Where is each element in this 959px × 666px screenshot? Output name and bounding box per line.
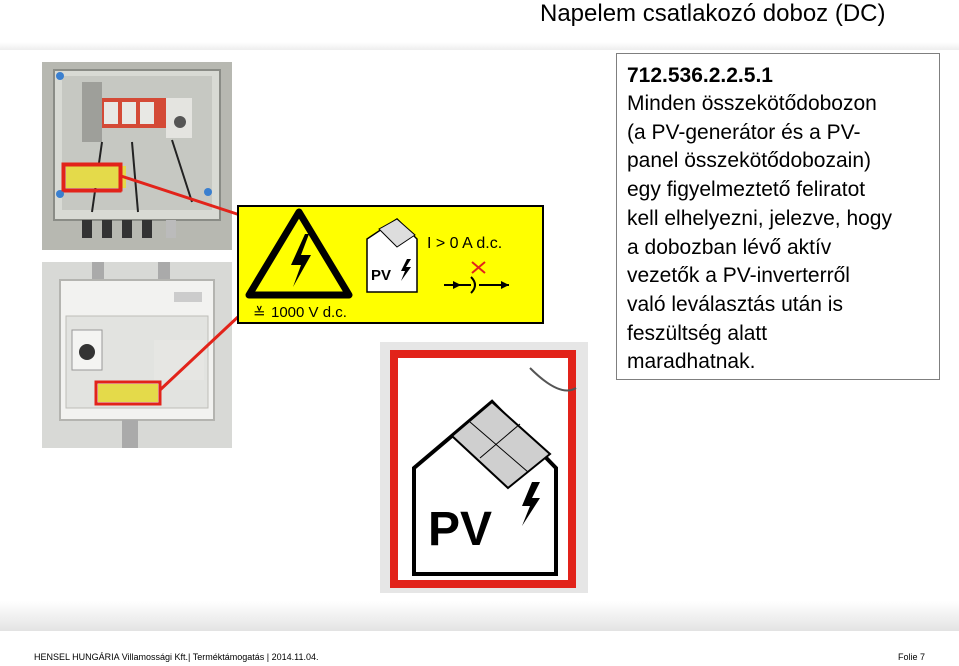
page-title: Napelem csatlakozó doboz (DC) xyxy=(540,0,886,27)
regulation-line: panel összekötődobozain) xyxy=(627,149,872,173)
regulation-line: Minden összekötődobozon xyxy=(627,92,877,115)
footer-company: HENSEL HUNGÁRIA Villamossági Kft.| Terméktámogatás | 2014.11.04. xyxy=(34,652,319,662)
footer xyxy=(0,652,959,666)
pv-warning-sign xyxy=(380,342,588,593)
regulation-line: kell elhelyezni, jelezve, hogy xyxy=(627,206,892,230)
regulation-line: maradhatnak. xyxy=(627,350,756,374)
regulation-line: vezetők a PV-inverterről xyxy=(627,264,850,288)
regulation-line: a dobozban lévő aktív xyxy=(627,235,832,259)
current-rating: I > 0 A d.c. xyxy=(427,235,503,252)
regulation-line: feszültség alatt xyxy=(627,321,768,345)
warning-label: ≚ 1000 V d.c. I > 0 A d.c. PV xyxy=(237,205,544,324)
footer-divider xyxy=(0,601,959,631)
pv-sign-text: PV xyxy=(428,503,493,556)
regulation-number: 712.536.2.2.5.1 xyxy=(627,64,773,87)
regulation-line: (a PV-generátor és a PV- xyxy=(627,120,861,144)
regulation-line: egy figyelmeztető feliratot xyxy=(627,178,866,202)
regulation-text xyxy=(627,90,929,377)
small-pv-label: PV xyxy=(371,267,392,284)
slide-number: Folie 7 xyxy=(898,652,926,662)
regulation-textbox xyxy=(616,53,940,380)
voltage-rating: 1000 V d.c. xyxy=(271,304,347,321)
regulation-line: való leválasztás után is xyxy=(627,292,843,316)
